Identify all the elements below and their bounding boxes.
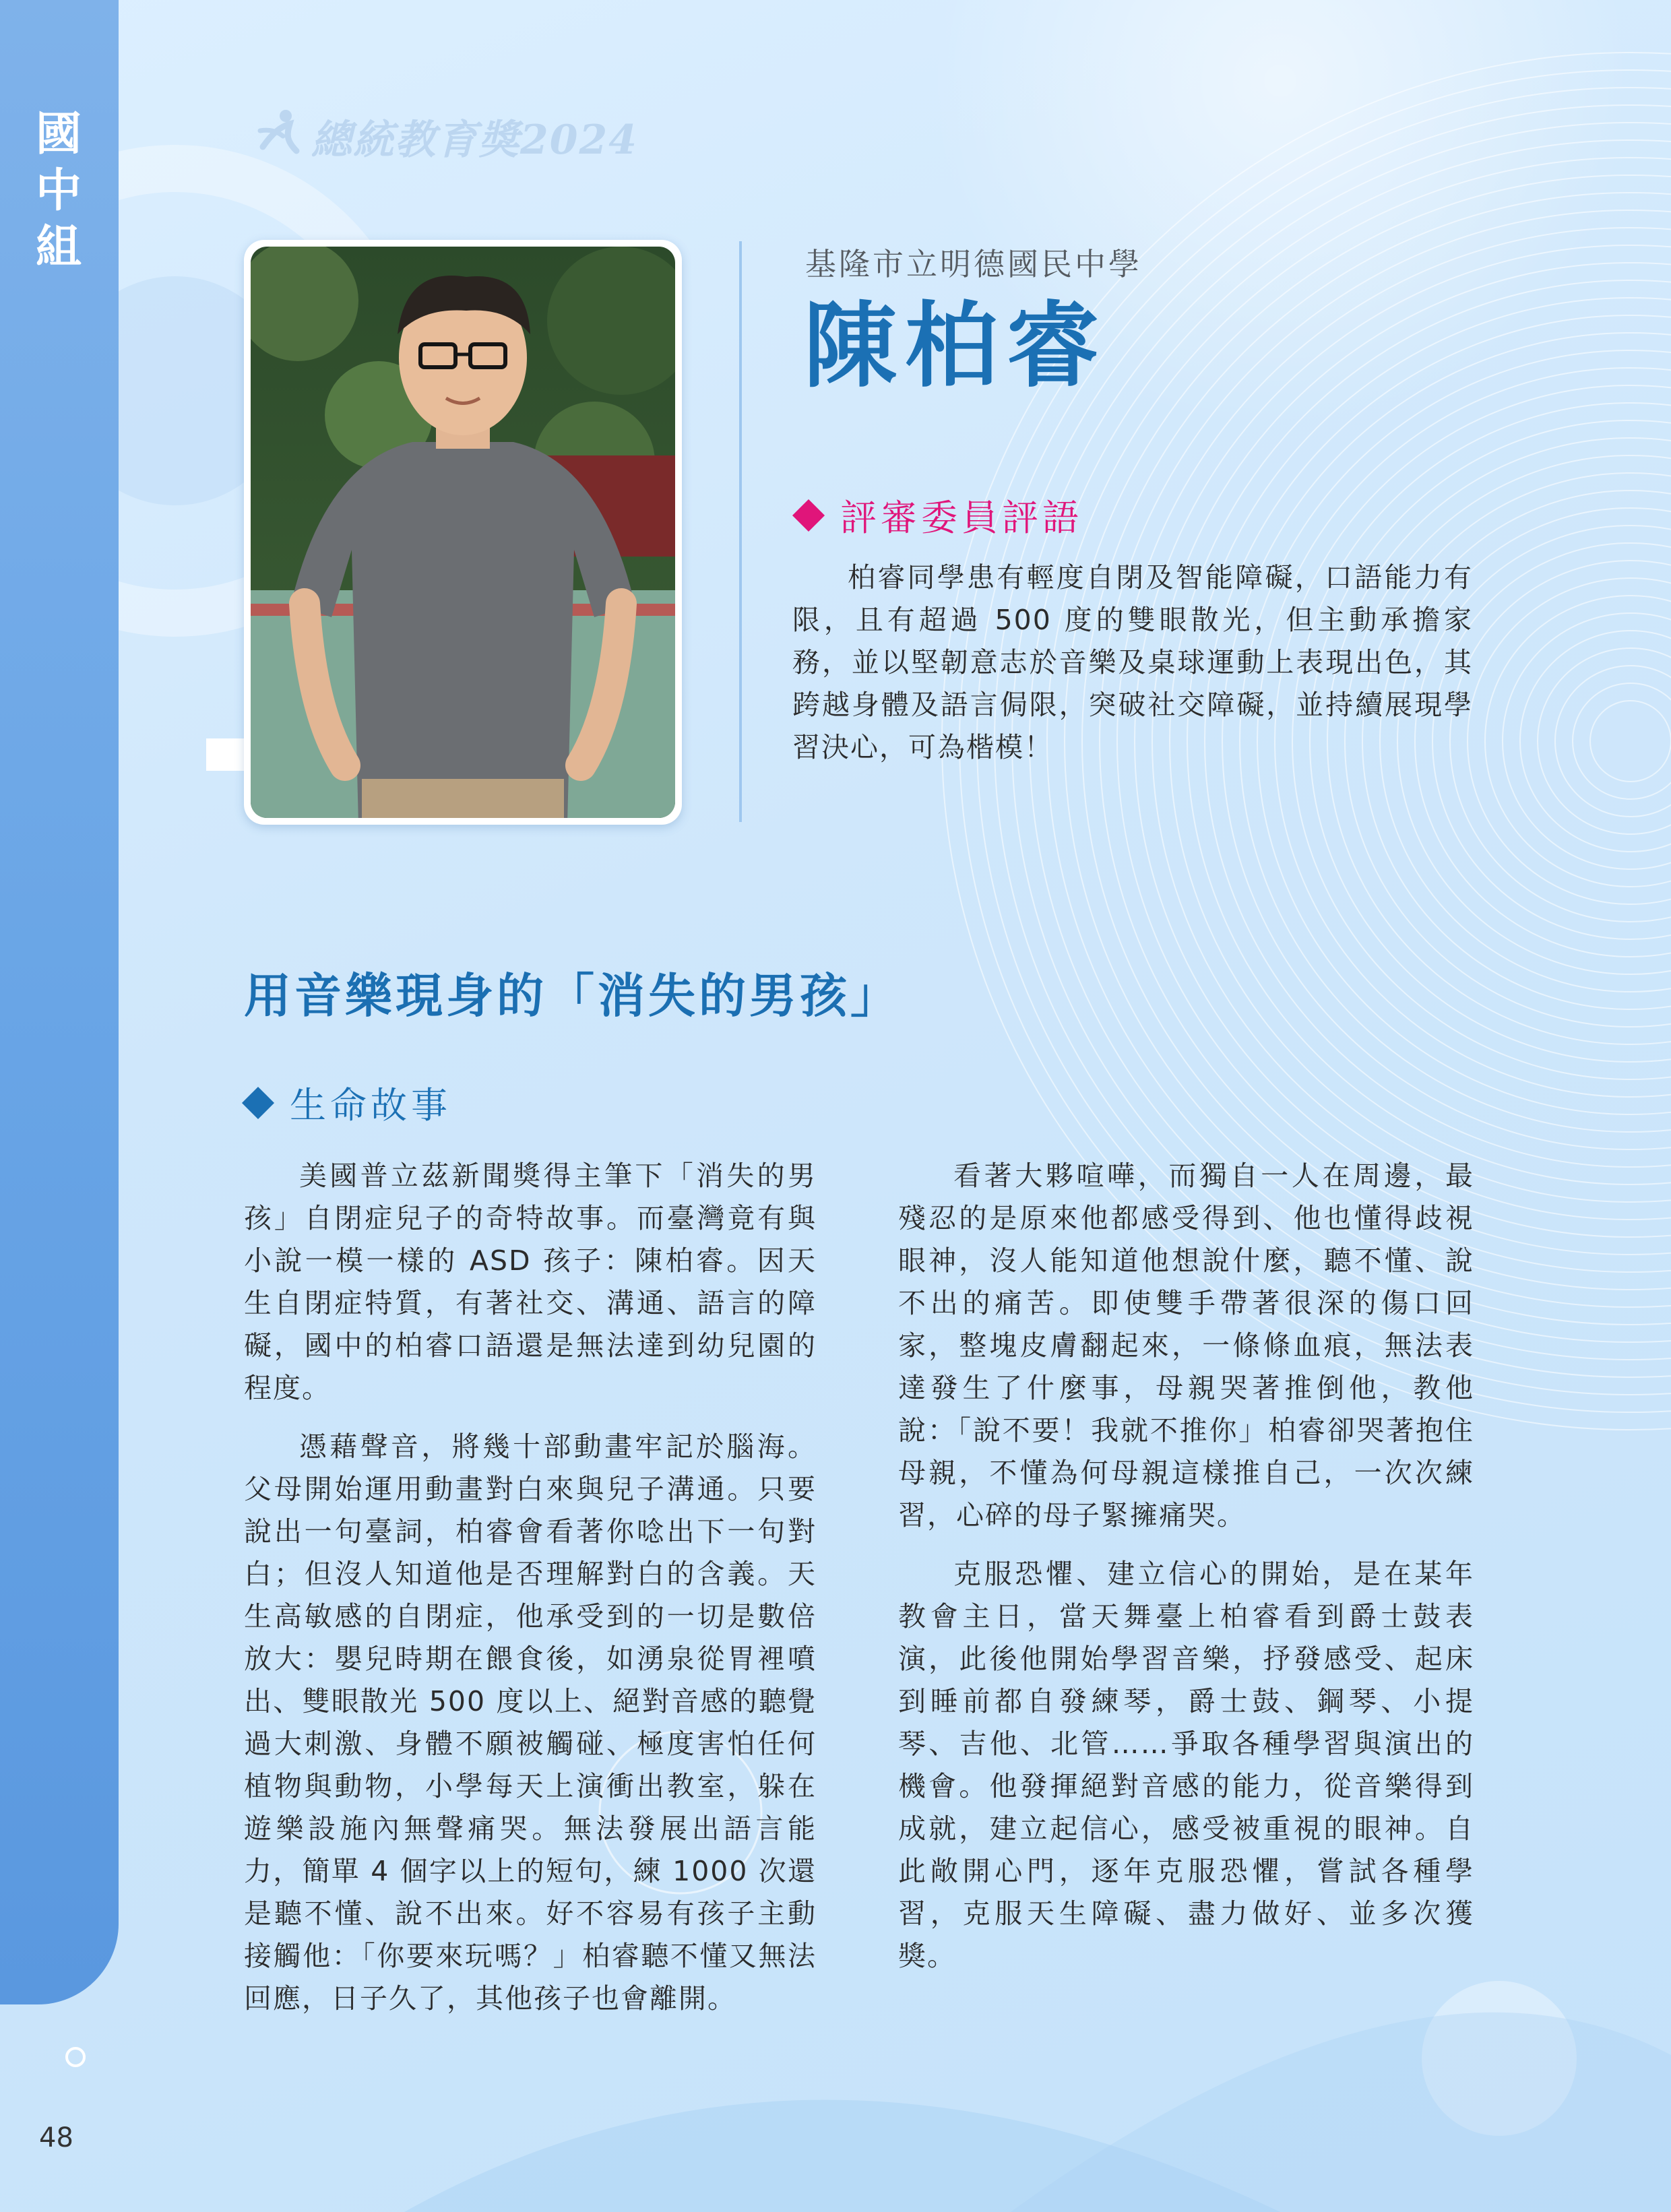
story-right-column (898, 1155, 1474, 1978)
vertical-divider (739, 241, 742, 822)
student-name: 陳柏睿 (804, 292, 1108, 400)
runner-logo-icon (256, 106, 307, 158)
student-photo (244, 240, 682, 825)
story-paragraph: 憑藉聲音，將幾十部動畫牢記於腦海。父母開始運用動畫對白來與兒子溝通。只要說出一句臺詞，柏睿會看著你唸出下一句對白；但沒人知道他是否理解對白的含義。天生高敏感的自閉症，他承受到的一切是數倍放大：嬰兒時期在餵食後，如湧泉從胃裡噴出、雙眼散光 500 度以上、絕對音感的聽覺過大刺激、身體不願被觸碰、極度害怕任何植物與動物，小學每天上演衝出教室，躲在遊樂設施內無聲痛哭。無法發展出語言能力，簡單 4 個字以上的短句，練 1000 次還是聽不懂、說不出來。好不容易有孩子主動接觸他：「你要來玩嗎？」柏睿聽不懂又無法回應，日子久了，其他孩子也會離開。 (244, 1430, 817, 2015)
story-left-column (244, 1155, 817, 2020)
review-heading-text: 評審委員評語 (840, 497, 1083, 539)
review-heading (797, 489, 1083, 541)
diamond-bullet-icon (242, 1086, 274, 1118)
school-name: 基隆市立明德國民中學 (805, 246, 1142, 282)
review-paragraph: 柏睿同學患有輕度自閉及智能障礙，口語能力有限，且有超過 500 度的雙眼散光，但主動承擔家務，並以堅韌意志於音樂及桌球運動上表現出色，其跨越身體及語言侷限，突破社交障礙，並持續展現學習決心，可為楷模！ (792, 561, 1473, 763)
story-heading (247, 1077, 451, 1129)
story-paragraph: 克服恐懼、建立信心的開始，是在某年教會主日，當天舞臺上柏睿看到爵士鼓表演，此後他開始學習音樂，抒發感受、起床到睡前都自發練琴，爵士鼓、鋼琴、小提琴、吉他、北管……爭取各種學習與演出的機會。他發揮絕對音感的能力，從音樂得到成就，建立起信心，感受被重視的眼神。自此敞開心門，逐年克服恐懼，嘗試各種學習，克服天生障礙、盡力做好、並多次獲獎。 (898, 1558, 1474, 1972)
photo-tab-decoration (206, 738, 248, 771)
side-band (0, 0, 119, 2004)
story-paragraph: 看著大夥喧嘩，而獨自一人在周邊，最殘忍的是原來他都感受得到、他也懂得歧視眼神，沒人能知道他想說什麼，聽不懂、說不出的痛苦。即使雙手帶著很深的傷口回家，整塊皮膚翻起來，一條條血痕，無法表達發生了什麼事，母親哭著推倒他，教他說：「說不要！我就不推你」柏睿卻哭著抱住母親，不懂為何母親這樣推自己，一次次練習，心碎的母子緊擁痛哭。 (898, 1160, 1474, 1531)
page-number: 48 (39, 2122, 73, 2153)
story-heading-text: 生命故事 (290, 1084, 451, 1127)
student-photo-image (244, 240, 682, 825)
section-category-label: 國中組 (35, 108, 82, 274)
story-paragraph: 美國普立茲新聞獎得主筆下「消失的男孩」自閉症兒子的奇特故事。而臺灣竟有與小說一模一樣的 ASD 孩子：陳柏睿。因天生自閉症特質，有著社交、溝通、語言的障礙，國中的柏睿口語還是無法達到幼兒園的程度。 (244, 1160, 817, 1404)
review-text (792, 557, 1473, 769)
article-title: 用音樂現身的「消失的男孩」 (244, 968, 901, 1023)
award-logo-text: 總統教育獎2024 (311, 117, 638, 164)
diamond-bullet-icon (792, 499, 825, 531)
ring-decoration (65, 2047, 86, 2067)
